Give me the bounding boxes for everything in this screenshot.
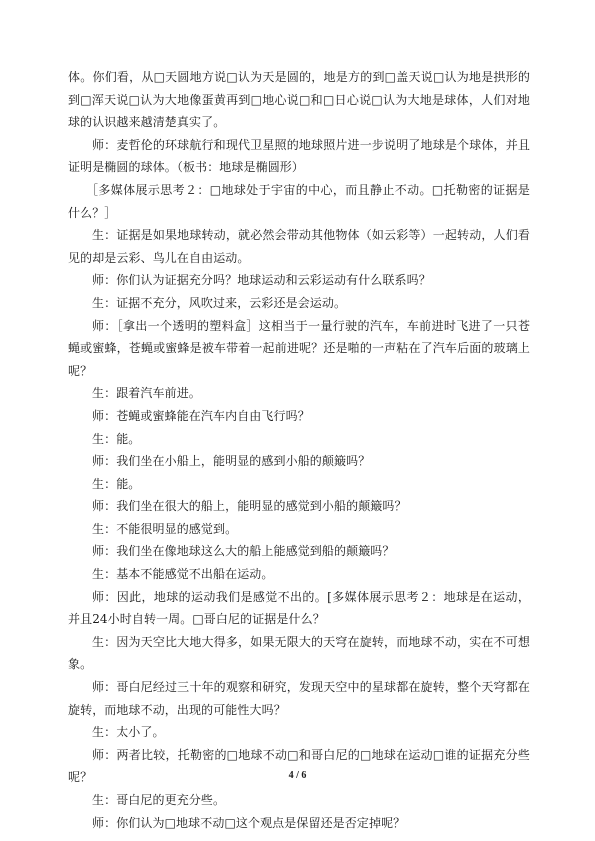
paragraph: 师：你们认为证据充分吗？地球运动和云彩运动有什么联系吗？ [92,273,431,288]
paragraph: 师：因此，地球的运动我们是感觉不出的。[多媒体展示思考２：地球是在运动，并且24小时自转一周。□哥白尼的证据是什么？ [68,589,530,627]
page-number: 4 / 6 [288,770,307,781]
paragraph: 师：两者比较，托勒密的□地球不动□和哥白尼的□地球在运动□谁的证据充分些呢？ [68,747,530,785]
paragraph: 生：太小了。 [92,725,165,740]
paragraph: 师：我们坐在小船上，能明显的感到小船的颠簸吗？ [92,454,371,469]
paragraph: 师：我们坐在很大的船上，能明显的感觉到小船的颠簸吗？ [92,499,407,514]
paragraph: 师：苍蝇或蜜蜂能在汽车内自由飞行吗？ [92,408,310,423]
paragraph: 师：麦哲伦的环球航行和现代卫星照的地球照片进一步说明了地球是个球体，并且证明是椭圆的球体。（板书：地球是椭圆形） [68,137,530,175]
paragraph: 生：能。 [92,431,141,446]
paragraph: 师：我们坐在像地球这么大的船上能感觉到船的颠簸吗？ [92,544,395,559]
paragraph: 生：证据是如果地球转动，就必然会带动其他物体（如云彩等）一起转动，人们看见的却是云彩、鸟儿在自由运动。 [68,228,530,265]
paragraph: 师：哥白尼经过三十年的观察和研究，发现天空中的星球都在旋转，整个天穹都在旋转，而地球不动，出现的可能性大吗？ [68,680,530,717]
paragraph: 师：［拿出一个透明的塑料盒］这相当于一量行驶的汽车，车前进时飞进了一只苍蝇或蜜蜂，苍蝇或蜜蜂是被车带着一起前进呢？还是啪的一声粘在了汽车后面的玻璃上呢？ [68,318,530,378]
paragraph: 生：哥白尼的更充分些。 [92,793,226,807]
paragraph: 生：基本不能感觉不出船在运动。 [92,567,274,582]
paragraph: 生：跟着汽车前进。 [92,386,201,401]
paragraph: 体。你们看，从□天圆地方说□认为天是圆的，地是方的到□盖天说□认为地是拱形的到□浑天说□认为大地像蛋黄再到□地心说□和□日心说□认为大地是球体，人们对地球的认识越来越清楚真实了。 [68,70,530,130]
paragraph: ［多媒体展示思考２：□地球处于宇宙的中心，而且静止不动。□托勒密的证据是什么？］ [68,182,530,220]
document-body [68,66,530,834]
paragraph: 生：证据不充分，风吹过来，云彩还是会运动。 [92,295,347,310]
paragraph: 师：你们认为□地球不动□这个观点是保留还是否定掉呢？ [92,815,406,830]
paragraph: 生：不能很明显的感觉到。 [92,521,238,536]
paragraph: 生：因为天空比大地大得多，如果无限大的天穹在旋转，而地球不动，实在不可想象。 [68,634,530,672]
paragraph: 生：能。 [92,476,141,491]
